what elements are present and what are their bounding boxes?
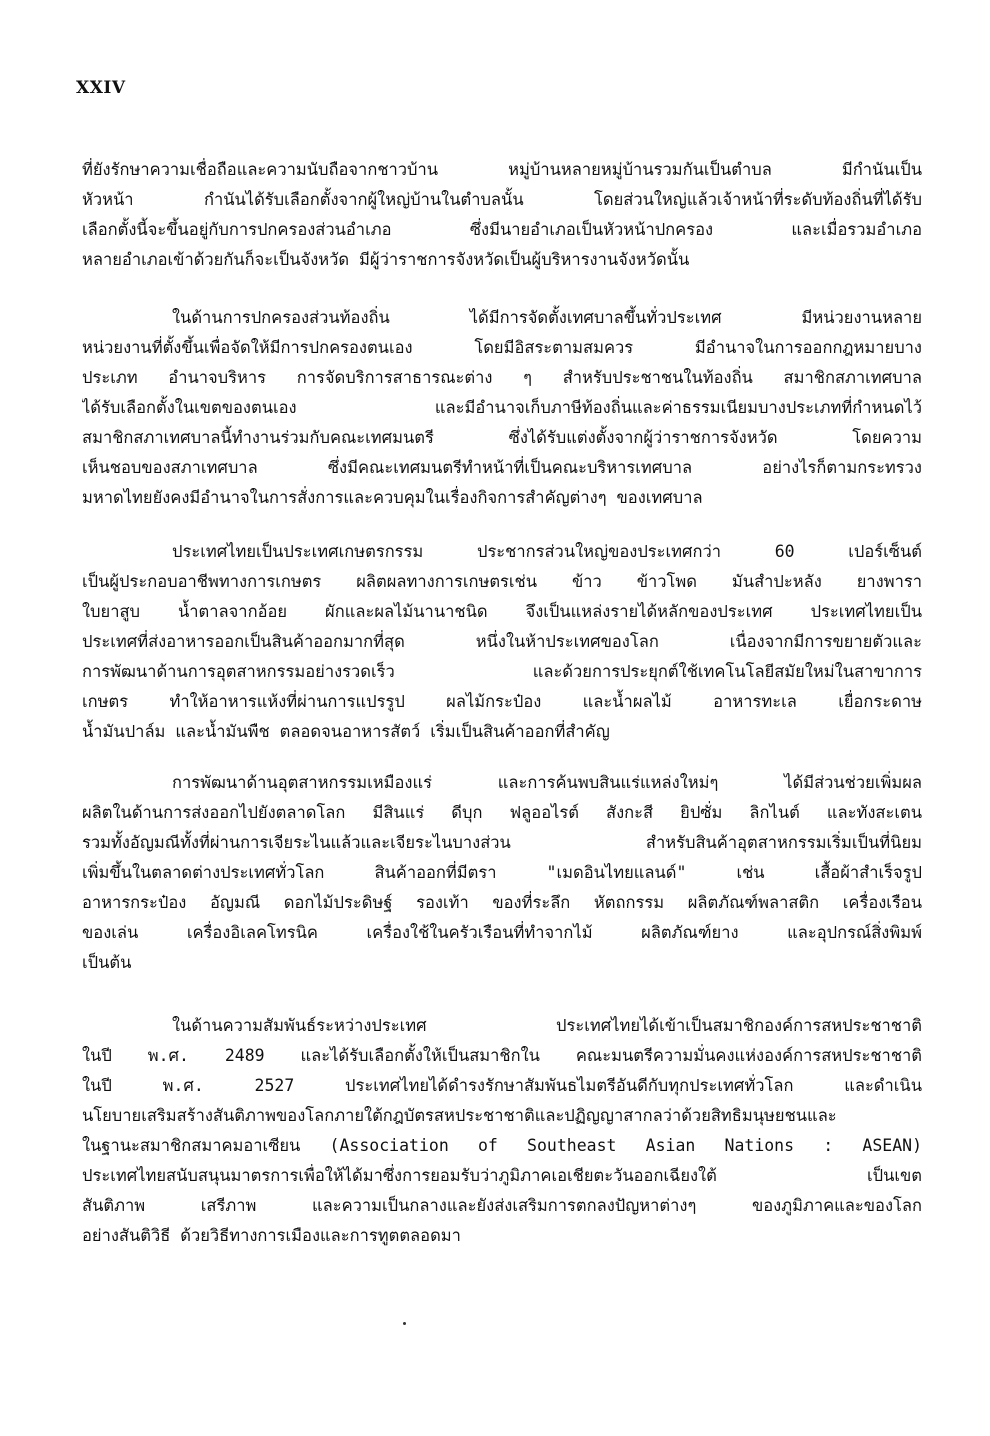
paragraph-line: เป็นผู้ประกอบอาชีพทางการเกษตร ผลิตผลทางการเกษตรเช่น ข้าว ข้าวโพด มันสำปะหลัง ยางพารา xyxy=(82,572,922,591)
paragraph-line: ได้รับเลือกตั้งในเขตของตนเอง และมีอำนาจเก็บภาษีท้องถิ่นและค่าธรรมเนียมบางประเภทที่กำหนดไว้ xyxy=(82,398,922,417)
page-number: XXIV xyxy=(76,78,126,98)
paragraph-line: เกษตร ทำให้อาหารแห้งที่ผ่านการแปรรูป ผลไม้กระป๋อง และน้ำผลไม้ อาหารทะเล เยื่อกระดาษ xyxy=(82,692,922,711)
paragraph-line: การพัฒนาด้านอุตสาหกรรมเหมืองแร่ และการค้นพบสินแร่แหล่งใหม่ๆ ได้มีส่วนช่วยเพิ่มผล xyxy=(172,773,922,792)
paragraph-line: อย่างสันติวิธี ด้วยวิธีทางการเมืองและการทูตตลอดมา xyxy=(82,1226,461,1245)
paragraph-line: สันติภาพ เสรีภาพ และความเป็นกลางและยังส่งเสริมการตกลงปัญหาต่างๆ ของภูมิภาคและของโลก xyxy=(82,1196,922,1215)
paragraph-line: นโยบายเสริมสร้างสันติภาพของโลกภายใต้กฎบัตรสหประชาชาติและปฏิญญาสากลว่าด้วยสิทธิมนุษยชนและ xyxy=(82,1106,837,1125)
scan-speck xyxy=(403,1322,406,1325)
paragraph-line: ประเทศไทยเป็นประเทศเกษตรกรรม ประชากรส่วนใหญ่ของประเทศกว่า 60 เปอร์เซ็นต์ xyxy=(172,542,922,561)
paragraph-line: ในปี พ.ศ. 2527 ประเทศไทยได้ดำรงรักษาสัมพันธไมตรีอันดีกับทุกประเทศทั่วโลก และดำเนิน xyxy=(82,1076,922,1095)
paragraph-line: รวมทั้งอัญมณีทั้งที่ผ่านการเจียระไนแล้วและเจียระไนบางส่วน สำหรับสินค้าอุตสาหกรรมเริ่มเป็นที่นิยม xyxy=(82,833,922,852)
paragraph-line: น้ำมันปาล์ม และน้ำมันพืช ตลอดจนอาหารสัตว์ เริ่มเป็นสินค้าออกที่สำคัญ xyxy=(82,722,610,741)
paragraph-line: การพัฒนาด้านการอุตสาหกรรมอย่างรวดเร็ว และด้วยการประยุกต์ใช้เทคโนโลยีสมัยใหม่ในสาขาการ xyxy=(82,662,922,681)
paragraph-line: ประเทศไทยสนับสนุนมาตรการเพื่อให้ได้มาซึ่งการยอมรับว่าภูมิภาคเอเชียตะวันออกเฉียงใต้ เป็นเขต xyxy=(82,1166,922,1185)
paragraph-line: มหาดไทยยังคงมีอำนาจในการสั่งการและควบคุมในเรื่องกิจการสำคัญต่างๆ ของเทศบาล xyxy=(82,488,703,507)
paragraph-3 xyxy=(82,537,922,747)
paragraph-2 xyxy=(82,303,922,513)
paragraph-5 xyxy=(82,1011,922,1251)
paragraph-line: ประเทศที่ส่งอาหารออกเป็นสินค้าออกมากที่สุด หนึ่งในห้าประเทศของโลก เนื่องจากมีการขยายตัวและ xyxy=(82,632,922,651)
paragraph-line: ในด้านการปกครองส่วนท้องถิ่น ได้มีการจัดตั้งเทศบาลขึ้นทั่วประเทศ มีหน่วยงานหลาย xyxy=(172,308,922,327)
paragraph-line: เพิ่มขึ้นในตลาดต่างประเทศทั่วโลก สินค้าออกที่มีตรา "เมดอินไทยแลนด์" เช่น เสื้อผ้าสำเร็จรูป xyxy=(82,863,922,882)
paragraph-line: ผลิตในด้านการส่งออกไปยังตลาดโลก มีสินแร่ ดีบุก ฟลูออไรต์ สังกะสี ยิปซั่ม ลิกไนต์ และทังสะเตน xyxy=(82,803,922,822)
paragraph-4 xyxy=(82,768,922,978)
paragraph-line: สมาชิกสภาเทศบาลนี้ทำงานร่วมกับคณะเทศมนตรี ซึ่งได้รับแต่งตั้งจากผู้ว่าราชการจังหวัด โดยความ xyxy=(82,428,922,447)
paragraph-line: ของเล่น เครื่องอิเลคโทรนิค เครื่องใช้ในครัวเรือนที่ทำจากไม้ ผลิตภัณฑ์ยาง และอุปกรณ์สิ่งพิมพ์ xyxy=(82,923,922,942)
paragraph-line: เห็นชอบของสภาเทศบาล ซึ่งมีคณะเทศมนตรีทำหน้าที่เป็นคณะบริหารเทศบาล อย่างไรก็ตามกระทรวง xyxy=(82,458,922,477)
paragraph-line: ใบยาสูบ น้ำตาลจากอ้อย ผักและผลไม้นานาชนิด จึงเป็นแหล่งรายได้หลักของประเทศ ประเทศไทยเป็น xyxy=(82,602,922,621)
paragraph-line: หลายอำเภอเข้าด้วยกันก็จะเป็นจังหวัด มีผู้ว่าราชการจังหวัดเป็นผู้บริหารงานจังหวัดนั้น xyxy=(82,250,690,269)
paragraph-line: ในปี พ.ศ. 2489 และได้รับเลือกตั้งให้เป็นสมาชิกใน คณะมนตรีความมั่นคงแห่งองค์การสหประชาชาติ xyxy=(82,1046,922,1065)
paragraph-line: ในฐานะสมาชิกสมาคมอาเซียน (Association of Southeast Asian Nations : ASEAN) xyxy=(82,1136,922,1155)
paragraph-line: ในด้านความสัมพันธ์ระหว่างประเทศ ประเทศไทยได้เข้าเป็นสมาชิกองค์การสหประชาชาติ xyxy=(172,1016,922,1035)
paragraph-line: ประเภท อำนาจบริหาร การจัดบริการสาธารณะต่าง ๆ สำหรับประชาชนในท้องถิ่น สมาชิกสภาเทศบาล xyxy=(82,368,922,387)
paragraph-line: หัวหน้า กำนันได้รับเลือกตั้งจากผู้ใหญ่บ้านในตำบลนั้น โดยส่วนใหญ่แล้วเจ้าหน้าที่ระดับท้องถิ่นที่ได้รับ xyxy=(82,190,922,209)
paragraph-line: อาหารกระป๋อง อัญมณี ดอกไม้ประดิษฐ์ รองเท้า ของที่ระลึก หัตถกรรม ผลิตภัณฑ์พลาสติก เครื่องเรือน xyxy=(82,893,922,912)
paragraph-1 xyxy=(82,155,922,275)
paragraph-line: เป็นต้น xyxy=(82,953,132,972)
paragraph-line: เลือกตั้งนี้จะขึ้นอยู่กับการปกครองส่วนอำเภอ ซึ่งมีนายอำเภอเป็นหัวหน้าปกครอง และเมื่อรวมอำเภอ xyxy=(82,220,922,239)
paragraph-line: หน่วยงานที่ตั้งขึ้นเพื่อจัดให้มีการปกครองตนเอง โดยมีอิสระตามสมควร มีอำนาจในการออกกฎหมายบาง xyxy=(82,338,922,357)
paragraph-line: ที่ยังรักษาความเชื่อถือและความนับถือจากชาวบ้าน หมู่บ้านหลายหมู่บ้านรวมกันเป็นตำบล มีกำนันเป็น xyxy=(82,160,922,179)
